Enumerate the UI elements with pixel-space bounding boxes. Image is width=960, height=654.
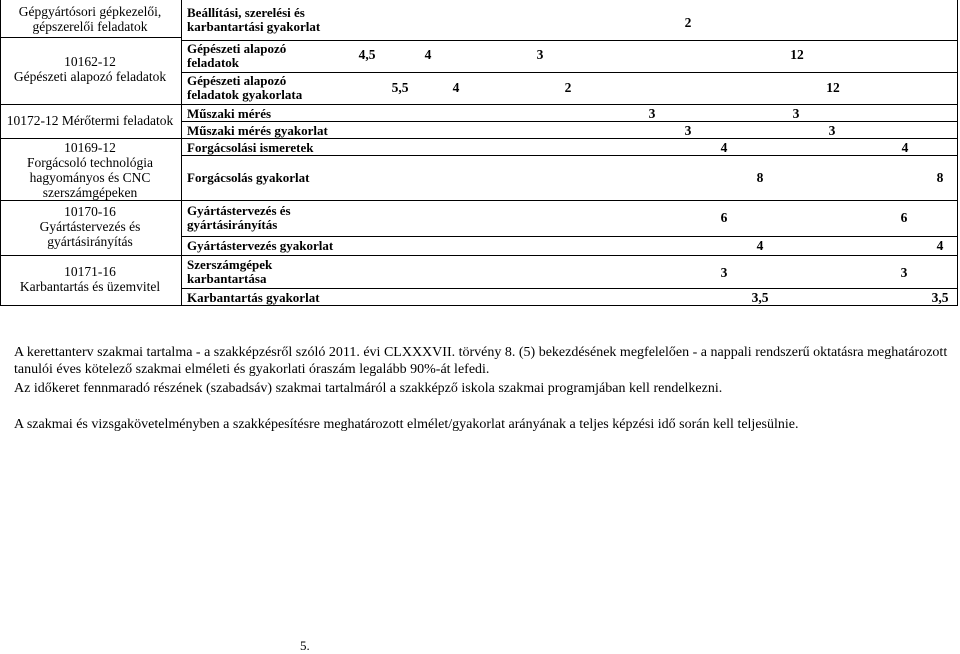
hours-value: 4 [756, 238, 764, 253]
subject-name: Forgácsolás gyakorlat [187, 170, 310, 185]
hours-value: 3,5 [751, 290, 769, 305]
subject-name [187, 204, 291, 232]
module-title-line: szerszámgépeken [42, 185, 138, 200]
hours-value: 3,5 [931, 290, 949, 305]
hours-value: 5,5 [391, 80, 409, 95]
hours-value: 4 [901, 140, 909, 155]
hours-value: 12 [790, 47, 804, 62]
subject-name-line: feladatok [187, 55, 239, 70]
hours-value: 2 [684, 15, 692, 30]
hours-value: 2 [564, 80, 572, 95]
subject-name: Gyártástervezés gyakorlat [187, 238, 334, 253]
hours-value: 4 [452, 80, 460, 95]
module-code: 10162-12 [64, 54, 116, 69]
module-title-line: Gyártástervezés és [39, 219, 141, 234]
module-title: Gépészeti alapozó feladatok [13, 69, 167, 84]
module-title: 10172-12 Mérőtermi feladatok [6, 113, 174, 128]
module-cell [2, 113, 178, 128]
module-code: 10170-16 [64, 204, 116, 219]
subject-name: Forgácsolási ismeretek [187, 140, 314, 155]
subject-name: Műszaki mérés [187, 106, 272, 121]
page-number: 5. [300, 638, 310, 653]
module-code: 10169-12 [64, 140, 116, 155]
hours-value: 4 [424, 47, 432, 62]
hours-value: 8 [936, 170, 944, 185]
subject-name-line: feladatok gyakorlata [187, 87, 303, 102]
hours-value: 6 [720, 210, 728, 225]
subject-name [187, 42, 286, 70]
subject-name: Karbantartás gyakorlat [187, 290, 320, 305]
subject-name: Műszaki mérés gyakorlat [187, 123, 328, 138]
subject-name-line: Beállítási, szerelési és [187, 5, 305, 20]
paragraph-framework: A kerettanterv szakmai tartalma - a szakképzésről szóló 2011. évi CLXXXVII. törvény 8. (5) bekezdésének megfelelően - a nappali rendszerű oktatásra meghatározott tanulói éves kötelező szakmai elméleti és gyakorlati óraszám legalább 90%-át lefedi. [14, 345, 948, 377]
subject-name [187, 74, 302, 102]
hours-value: 3 [792, 106, 800, 121]
hours-value: 12 [826, 80, 840, 95]
subject-name-line: Gépészeti alapozó [187, 41, 287, 56]
module-title-line: Forgácsoló technológia [26, 155, 154, 170]
module-cell [2, 4, 178, 34]
hours-value: 3 [828, 123, 836, 138]
module-title-line: gépszerelői feladatok [32, 19, 148, 34]
subject-name-line: Gépészeti alapozó [187, 73, 287, 88]
module-cell [2, 204, 178, 249]
subject-name [187, 258, 272, 286]
hours-value: 4 [720, 140, 728, 155]
module-title-line: Gépgyártósori gépkezelői, [18, 4, 162, 19]
hours-value: 8 [756, 170, 764, 185]
subject-name-line: gyártásirányítás [187, 217, 278, 232]
hours-value: 3 [720, 265, 728, 280]
hours-value: 3 [900, 265, 908, 280]
paragraph-free-time: Az időkeret fennmaradó részének (szabadsáv) szakmai tartalmáról a szakképző iskola szakmai programjában kell rendelkezni. [14, 381, 723, 396]
hours-value: 4 [936, 238, 944, 253]
subject-name-line: karbantartási gyakorlat [187, 19, 321, 34]
hours-value: 3 [648, 106, 656, 121]
module-title: Karbantartás és üzemvitel [19, 279, 161, 294]
module-cell [2, 54, 178, 84]
hours-value: 3 [684, 123, 692, 138]
subject-name-line: Szerszámgépek [187, 257, 273, 272]
module-cell [2, 264, 178, 294]
paragraph-ratio: A szakmai és vizsgakövetelményben a szakképesítésre meghatározott elmélet/gyakorlat arányának a teljes képzési idő során kell teljesülnie. [14, 417, 799, 432]
module-title-line: gyártásirányítás [47, 234, 133, 249]
subject-name-line: karbantartása [187, 271, 267, 286]
hours-value: 4,5 [358, 47, 376, 62]
hours-value: 6 [900, 210, 908, 225]
module-title-line: hagyományos és CNC [29, 170, 151, 185]
hours-value: 3 [536, 47, 544, 62]
subject-name [187, 6, 320, 34]
module-cell [2, 140, 178, 200]
subject-name-line: Gyártástervezés és [187, 203, 291, 218]
module-code: 10171-16 [64, 264, 116, 279]
